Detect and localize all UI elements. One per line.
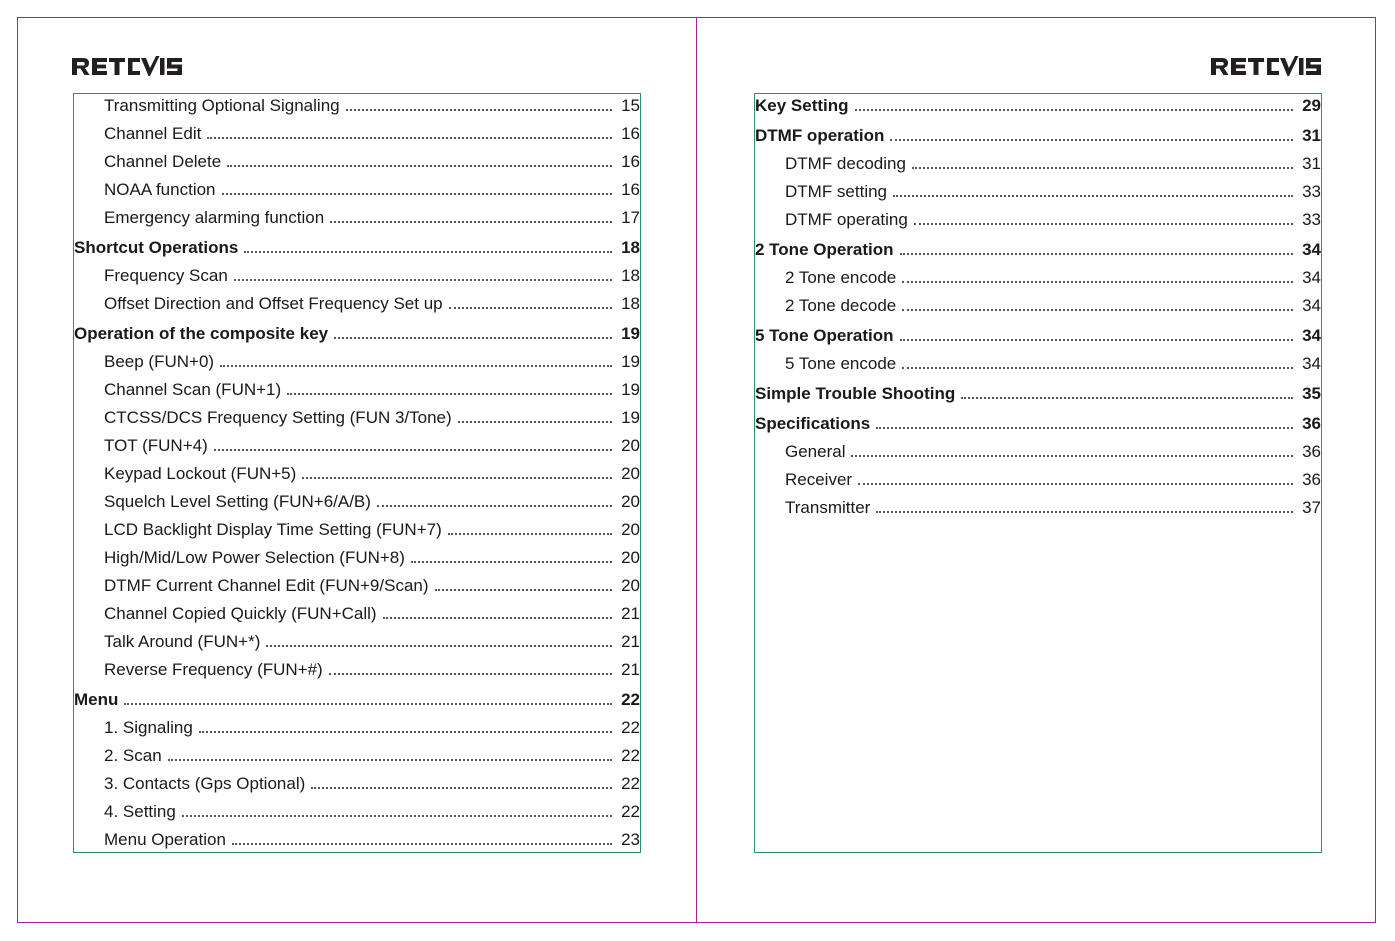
toc-entry-page-number: 36	[1302, 470, 1321, 489]
toc-entry-title: General	[785, 442, 846, 461]
retevis-logo-icon	[72, 54, 184, 80]
toc-entry-title: NOAA function	[104, 180, 216, 199]
toc-subsection-entry[interactable]	[74, 772, 640, 794]
toc-entry-page-number: 31	[1302, 126, 1321, 145]
toc-subsection-entry[interactable]	[74, 716, 640, 738]
toc-leader-dots	[900, 339, 1293, 341]
toc-entry-page-number: 16	[621, 152, 640, 171]
toc-entry-page-number: 22	[621, 718, 640, 737]
toc-leader-dots	[912, 167, 1293, 169]
toc-entry-title: Specifications	[755, 414, 871, 433]
toc-leader-dots	[234, 279, 612, 281]
toc-leader-dots	[168, 759, 612, 761]
toc-entry-page-number: 20	[621, 436, 640, 455]
toc-subsection-entry[interactable]	[74, 122, 640, 144]
toc-subsection-entry[interactable]	[755, 468, 1321, 490]
toc-subsection-entry[interactable]	[74, 490, 640, 512]
toc-entry-title: DTMF setting	[785, 182, 888, 201]
toc-leader-dots	[232, 843, 612, 845]
toc-subsection-entry[interactable]	[755, 440, 1321, 462]
toc-entry-title: Offset Direction and Offset Frequency Set up	[104, 294, 443, 313]
toc-leader-dots	[876, 427, 1293, 429]
toc-section-entry[interactable]	[74, 688, 640, 710]
toc-entry-page-number: 35	[1302, 384, 1321, 403]
toc-subsection-entry[interactable]	[74, 94, 640, 116]
toc-section-entry[interactable]	[74, 322, 640, 344]
toc-leader-dots	[214, 449, 612, 451]
toc-section-entry[interactable]	[74, 236, 640, 258]
toc-entry-title: Receiver	[785, 470, 853, 489]
toc-entry-page-number: 19	[621, 380, 640, 399]
page-spine	[696, 17, 697, 923]
toc-entry-page-number: 20	[621, 576, 640, 595]
toc-entry-title: Reverse Frequency (FUN+#)	[104, 660, 323, 679]
toc-subsection-entry[interactable]	[74, 630, 640, 652]
toc-entry-page-number: 23	[621, 830, 640, 849]
toc-subsection-entry[interactable]	[74, 744, 640, 766]
toc-entry-page-number: 15	[621, 96, 640, 115]
toc-entry-title: Keypad Lockout (FUN+5)	[104, 464, 297, 483]
toc-entry-page-number: 18	[621, 238, 640, 257]
toc-subsection-entry[interactable]	[74, 150, 640, 172]
toc-entry-page-number: 22	[621, 690, 640, 709]
toc-entry-title: Key Setting	[755, 96, 849, 115]
toc-section-entry[interactable]	[755, 324, 1321, 346]
toc-entry-page-number: 22	[621, 774, 640, 793]
toc-entry-page-number: 29	[1302, 96, 1321, 115]
toc-entry-title: Beep (FUN+0)	[104, 352, 215, 371]
toc-entry-title: Channel Copied Quickly (FUN+Call)	[104, 604, 377, 623]
toc-leader-dots	[227, 165, 612, 167]
toc-subsection-entry[interactable]	[755, 180, 1321, 202]
toc-entry-page-number: 33	[1302, 210, 1321, 229]
toc-subsection-entry[interactable]	[74, 574, 640, 596]
retevis-logo-left	[72, 54, 184, 80]
toc-subsection-entry[interactable]	[755, 208, 1321, 230]
toc-section-entry[interactable]	[755, 238, 1321, 260]
toc-entry-title: 5 Tone encode	[785, 354, 897, 373]
toc-subsection-entry[interactable]	[74, 350, 640, 372]
toc-entry-page-number: 21	[621, 632, 640, 651]
toc-entry-title: LCD Backlight Display Time Setting (FUN+7)	[104, 520, 442, 539]
toc-entry-title: 4. Setting	[104, 802, 176, 821]
toc-subsection-entry[interactable]	[74, 292, 640, 314]
toc-leader-dots	[900, 253, 1293, 255]
toc-entry-page-number: 22	[621, 802, 640, 821]
toc-subsection-entry[interactable]	[74, 658, 640, 680]
toc-leader-dots	[311, 787, 612, 789]
toc-entry-page-number: 36	[1302, 442, 1321, 461]
toc-leader-dots	[914, 223, 1293, 225]
toc-subsection-entry[interactable]	[755, 266, 1321, 288]
toc-entry-title: DTMF decoding	[785, 154, 906, 173]
toc-entry-title: Simple Trouble Shooting	[755, 384, 956, 403]
toc-section-entry[interactable]	[755, 94, 1321, 116]
toc-leader-dots	[266, 645, 612, 647]
toc-leader-dots	[851, 455, 1293, 457]
toc-entry-page-number: 34	[1302, 296, 1321, 315]
toc-entry-title: Transmitter	[785, 498, 871, 517]
toc-entry-page-number: 31	[1302, 154, 1321, 173]
toc-leader-dots	[890, 139, 1293, 141]
toc-leader-dots	[902, 281, 1293, 283]
toc-entry-page-number: 16	[621, 180, 640, 199]
toc-leader-dots	[244, 251, 612, 253]
toc-entry-title: DTMF operating	[785, 210, 908, 229]
toc-entry-title: 2 Tone Operation	[755, 240, 894, 259]
toc-entry-page-number: 19	[621, 408, 640, 427]
toc-subsection-entry[interactable]	[74, 800, 640, 822]
toc-leader-dots	[893, 195, 1293, 197]
toc-entry-title: Menu Operation	[104, 830, 226, 849]
toc-entry-title: Emergency alarming function	[104, 208, 325, 227]
toc-entry-page-number: 20	[621, 520, 640, 539]
toc-entry-page-number: 34	[1302, 268, 1321, 287]
toc-entry-title: 5 Tone Operation	[755, 326, 894, 345]
toc-entry-page-number: 16	[621, 124, 640, 143]
toc-subsection-entry[interactable]	[74, 178, 640, 200]
toc-leader-dots	[876, 511, 1293, 513]
toc-subsection-entry[interactable]	[74, 462, 640, 484]
toc-subsection-entry[interactable]	[74, 406, 640, 428]
toc-section-entry[interactable]	[755, 412, 1321, 434]
toc-leader-dots	[334, 337, 612, 339]
toc-entry-title: CTCSS/DCS Frequency Setting (FUN 3/Tone)	[104, 408, 452, 427]
toc-leader-dots	[902, 309, 1293, 311]
toc-entry-title: Frequency Scan	[104, 266, 228, 285]
toc-leader-dots	[902, 367, 1293, 369]
retevis-logo-icon	[1211, 54, 1323, 80]
retevis-logo-right	[1211, 54, 1323, 80]
toc-entry-title: Channel Edit	[104, 124, 202, 143]
toc-leader-dots	[182, 815, 612, 817]
toc-box-right	[754, 93, 1322, 853]
toc-leader-dots	[858, 483, 1293, 485]
toc-entry-title: TOT (FUN+4)	[104, 436, 208, 455]
toc-entry-page-number: 18	[621, 294, 640, 313]
toc-entry-page-number: 19	[621, 352, 640, 371]
toc-entry-title: 2 Tone decode	[785, 296, 897, 315]
toc-leader-dots	[435, 589, 612, 591]
toc-entry-title: Menu	[74, 690, 119, 709]
toc-entry-title: Operation of the composite key	[74, 324, 329, 343]
toc-leader-dots	[346, 109, 612, 111]
toc-entry-title: DTMF Current Channel Edit (FUN+9/Scan)	[104, 576, 429, 595]
toc-subsection-entry[interactable]	[755, 294, 1321, 316]
toc-subsection-entry[interactable]	[755, 152, 1321, 174]
toc-leader-dots	[377, 505, 612, 507]
toc-entry-page-number: 21	[621, 604, 640, 623]
toc-subsection-entry[interactable]	[755, 496, 1321, 518]
toc-entry-title: Shortcut Operations	[74, 238, 239, 257]
toc-entry-page-number: 20	[621, 548, 640, 567]
toc-entry-title: 3. Contacts (Gps Optional)	[104, 774, 306, 793]
toc-subsection-entry[interactable]	[74, 264, 640, 286]
toc-leader-dots	[449, 307, 612, 309]
toc-leader-dots	[199, 731, 612, 733]
toc-subsection-entry[interactable]	[74, 828, 640, 850]
toc-leader-dots	[458, 421, 612, 423]
toc-leader-dots	[855, 109, 1293, 111]
toc-entry-page-number: 34	[1302, 354, 1321, 373]
toc-leader-dots	[287, 393, 612, 395]
toc-entry-page-number: 22	[621, 746, 640, 765]
toc-subsection-entry[interactable]	[74, 518, 640, 540]
toc-subsection-entry[interactable]	[755, 352, 1321, 374]
toc-entry-page-number: 36	[1302, 414, 1321, 433]
toc-entry-title: Channel Scan (FUN+1)	[104, 380, 282, 399]
toc-entry-page-number: 34	[1302, 240, 1321, 259]
toc-leader-dots	[220, 365, 612, 367]
toc-entry-page-number: 34	[1302, 326, 1321, 345]
toc-leader-dots	[207, 137, 612, 139]
toc-entry-page-number: 17	[621, 208, 640, 227]
toc-leader-dots	[329, 673, 612, 675]
toc-leader-dots	[448, 533, 612, 535]
toc-leader-dots	[302, 477, 612, 479]
toc-leader-dots	[222, 193, 612, 195]
toc-entry-title: Squelch Level Setting (FUN+6/A/B)	[104, 492, 371, 511]
toc-leader-dots	[411, 561, 612, 563]
toc-entry-page-number: 18	[621, 266, 640, 285]
toc-subsection-entry[interactable]	[74, 602, 640, 624]
toc-entry-title: Talk Around (FUN+*)	[104, 632, 261, 651]
toc-leader-dots	[961, 397, 1293, 399]
toc-leader-dots	[383, 617, 612, 619]
toc-section-entry[interactable]	[755, 382, 1321, 404]
toc-entry-title: DTMF operation	[755, 126, 885, 145]
toc-entry-page-number: 21	[621, 660, 640, 679]
toc-subsection-entry[interactable]	[74, 378, 640, 400]
toc-entry-page-number: 20	[621, 492, 640, 511]
toc-entry-title: Channel Delete	[104, 152, 222, 171]
toc-entry-title: High/Mid/Low Power Selection (FUN+8)	[104, 548, 405, 567]
toc-entry-title: 2 Tone encode	[785, 268, 897, 287]
toc-subsection-entry[interactable]	[74, 546, 640, 568]
toc-entry-title: 2. Scan	[104, 746, 162, 765]
toc-entry-page-number: 20	[621, 464, 640, 483]
toc-entry-title: 1. Signaling	[104, 718, 193, 737]
toc-section-entry[interactable]	[755, 124, 1321, 146]
toc-entry-page-number: 19	[621, 324, 640, 343]
toc-leader-dots	[330, 221, 612, 223]
toc-subsection-entry[interactable]	[74, 206, 640, 228]
toc-entry-page-number: 33	[1302, 182, 1321, 201]
toc-entry-page-number: 37	[1302, 498, 1321, 517]
toc-entry-title: Transmitting Optional Signaling	[104, 96, 340, 115]
toc-subsection-entry[interactable]	[74, 434, 640, 456]
toc-leader-dots	[124, 703, 612, 705]
toc-box-left	[73, 93, 641, 853]
